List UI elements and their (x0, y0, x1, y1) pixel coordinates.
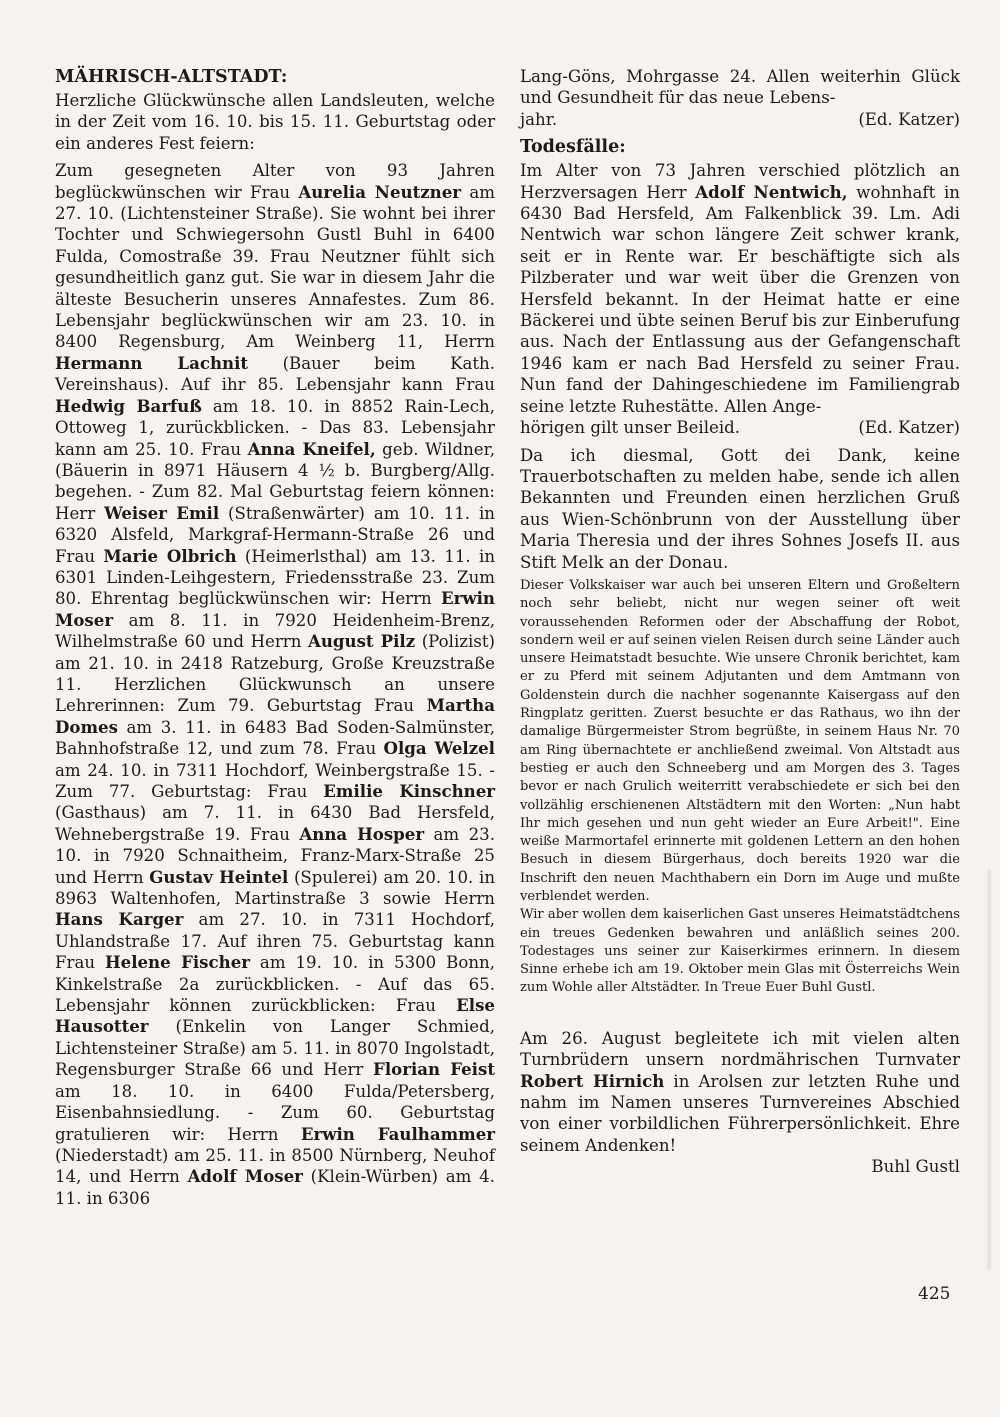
signature: (Ed. Katzer) (858, 418, 960, 438)
name: Erwin Faulhammer (300, 1123, 495, 1144)
continuation-paragraph: Lang-Göns, Mohrgasse 24. Allen weiterhin Glück und Gesundheit für das neue Lebens- (520, 67, 960, 108)
name: Martha Domes (55, 695, 495, 737)
right-column (520, 66, 960, 1178)
commemoration-paragraph: Wir aber wollen dem kaiserlichen Gast unseres Heimatstädtchens ein treues Gedenken bewahren und anläßlich seines 200. Todestages uns seiner zur Kaiserkirmes erinnern. In diesem Sinne erhebe ich am 19. Oktober mein Glas mit Österreichs Wein zum Wohle aller Altstädter. In Treue Euer Buhl Gustl. (520, 907, 960, 996)
name: Gustav Heintel (149, 866, 289, 887)
vienna-paragraph: Da ich diesmal, Gott dei Dank, keine Trauerbotschaften zu melden habe, sende ich allen Bekannten und Freunden einen herzlichen Gruß aus Wien-Schönbrunn von der Ausstellung über Maria Theresia und der ihres Sohnes Josefs II. aus Stift Melk an der Donau. (520, 445, 960, 572)
name: Robert Hirnich (520, 1070, 665, 1091)
signature: (Ed. Katzer) (858, 109, 960, 129)
name: Helene Fischer (104, 952, 250, 973)
name: Adolf Nentwich, (695, 181, 848, 202)
intro-paragraph: Herzliche Glückwünsche allen Landsleuten, welche in der Zeit vom 16. 10. bis 15. 11. Geburtstag oder ein anderes Fest feiern: (55, 91, 495, 153)
name: Olga Welzel (383, 738, 495, 759)
page-number: 425 (918, 1284, 951, 1304)
left-column (55, 66, 495, 1209)
birthday-paragraph: Zum gesegneten Alter von 93 Jahren beglückwünschen wir Frau Aurelia Neutzner am 27. 10. (Lichtensteiner Straße). Sie wohnt bei ihrer Tochter und Schwiegersohn Gustl Buhl in 6400 Fulda, Comostraße 39. Frau Neutzner fühlt sich gesundheitlich ganz gut. Sie war in diesem Jahr die älteste Besucherin unseres Annafestes. Zum 86. Lebensjahr beglückwünschen wir am 23. 10. in 8400 Regensburg, Am Weinberg 11, Herrn Hermann Lachnit (Bauer beim Kath. Vereinshaus). Auf ihr 85. Lebensjahr kann Frau Hedwig Barfuß am 18. 10. in 8852 Rain-Lech, Ottoweg 1, zurückblicken. - Das 83. Lebensjahr kann am 25. 10. Frau Anna Kneifel, geb. Wildner, (Bäuerin in 8971 Häusern 4 ½ b. Burgberg/Allg. begehen. - Zum 82. Mal Geburtstag feiern können: Herr Weiser Emil (Straßenwärter) am 10. 11. in 6320 Alsfeld, Markgraf-Hermann-Straße 26 und Frau Marie Olbrich (Heimerlsthal) am 13. 11. in 6301 Linden-Leihgestern, Friedensstraße 23. Zum 80. Ehrentag beglückwünschen wir: Herrn Erwin Moser am 8. 11. in 7920 Heidenheim-Brenz, Wilhelmstraße 60 und Herrn August Pilz (Polizist) am 21. 10. in 2418 Ratzeburg, Große Kreuzstraße 11. Herzlichen Glückwunsch an unsere Lehrerinnen: Zum 79. Geburtstag Frau Martha Domes am 3. 11. in 6483 Bad Soden-Salmünster, Bahnhofstraße 12, und zum 78. Frau Olga Welzel am 24. 10. in 7311 Hochdorf, Weinbergstraße 15. - Zum 77. Geburtstag: Frau Emilie Kinschner (Gasthaus) am 7. 11. in 6430 Bad Hersfeld, Wehnebergstraße 19. Frau Anna Hosper am 23. 10. in 7920 Schnaitheim, Franz-Marx-Straße 25 und Herrn Gustav Heintel (Spulerei) am 20. 10. in 8963 Waltenhofen, Martinstraße 3 sowie Herrn Hans Karger am 27. 10. in 7311 Hochdorf, Uhlandstraße 17. Auf ihren 75. Geburtstag kann Frau Helene Fischer am 19. 10. in 5300 Bonn, Kinkelstraße 2a zurückblicken. - Auf das 65. Lebensjahr können zurückblicken: Frau Else Hausotter (Enkelin von Langer Schmied, Lichtensteiner Straße) am 5. 11. in 8070 Ingolstadt, Regensburger Straße 66 und Herr Florian Feist am 18. 10. in 6400 Fulda/Petersberg, Eisenbahnsiedlung. - Zum 60. Geburtstag gratulieren wir: Herrn Erwin Faulhammer (Niederstadt) am 25. 11. in 8500 Nürnberg, Neuhof 14, und Herrn Adolf Moser (Klein-Würben) am 4. 11. in 6306 (55, 161, 496, 1208)
name: Weiser Emil (104, 502, 220, 523)
name: Else Hausotter (55, 995, 495, 1037)
obituary-paragraph: Im Alter von 73 Jahren verschied plötzlich an Herzversagen Herr Adolf Nentwich, wohnhaft in 6430 Bad Hersfeld, Am Falkenblick 39. Lm. Adi Nentwich war schon längere Zeit schwer krank, seit er in Rente war. Er beschäftigte sich als Pilzberater und war weit über die Grenzen von Hersfeld bekannt. In der Heimat hatte er eine Bäckerei und übte seinen Beruf bis zur Einberufung aus. Nach der Entlassung aus der Gefangenschaft 1946 kam er nach Bad Hersfeld zu seiner Frau. Nun fand der Dahingeschiedene im Familiengrab seine letzte Ruhestätte. Allen Ange- (520, 161, 960, 416)
name: Anna Hosper (299, 823, 425, 844)
name: Emilie Kinschner (323, 781, 495, 801)
name: Marie Olbrich (103, 545, 237, 566)
name: Erwin Moser (55, 588, 495, 630)
name: Anna Kneifel, (247, 438, 376, 459)
signature-line-2: hörigen gilt unser Beileid. (Ed. Katzer) (520, 418, 960, 438)
name: Hedwig Barfuß (55, 395, 202, 416)
scan-edge (987, 870, 991, 1270)
name: August Pilz (307, 631, 416, 652)
name: Aurelia Neutzner (298, 181, 462, 202)
name: Florian Feist (373, 1059, 495, 1080)
name: Adolf Moser (187, 1166, 303, 1187)
signature-line-3: Buhl Gustl (871, 1157, 960, 1177)
section-heading-altstadt: MÄHRISCH-ALTSTADT: (55, 67, 288, 87)
name: Hermann Lachnit (55, 352, 249, 373)
turnvater-paragraph: Am 26. August begleitete ich mit vielen alten Turnbrüdern unsern nordmährischen Turnvater Robert Hirnich in Arolsen zur letzten Ruhe und nahm im Namen unseres Turnvereines Abschied von einer vorbildlichen Führerpersönlichkeit. Ehre seinem Andenken! (520, 1028, 960, 1155)
section-heading-todesfaelle: Todesfälle: (520, 137, 626, 158)
signature-line-1: jahr. (Ed. Katzer) (520, 109, 960, 129)
name: Hans Karger (55, 909, 184, 930)
emperor-history-paragraph: Dieser Volkskaiser war auch bei unseren Eltern und Großeltern noch sehr beliebt, nicht nur wegen seiner oft weit voraussehenden Reformen oder der Abschaffung der Robot, sondern weil er auf seinen vielen Reisen durch seine Länder auch unsere Heimatstadt besuchte. Wie unsere Chronik berichtet, kam er zu Pferd mit seinem Adjutanten und dem Amtmann von Goldenstein durch die nachher sogenannte Kaisergass auf den Ringplatz geritten. Zuerst besuchte er das Rathaus, wo ihn der damalige Bürgermeister Strom begrüßte, in seinem Haus Nr. 70 am Ring übernachtete er anchließend zweimal. Von Altstadt aus bestieg er auch den Schneeberg und am Morgen des 3. Tages bevor er nach Grulich weiterritt verabschiedete er sich bei den vollzählig erschienenen Altstädtern mit den Worten: „Nun habt Ihr mich gesehen und nun geht wieder an Eure Arbeit!". Eine weiße Marmortafel erinnerte mit goldenen Lettern an den hohen Besuch in diesem Bürgerhaus, doch bereits 1920 war die Inschrift den neuen Machthabern ein Dorn im Auge und mußte verblendet werden. (520, 577, 960, 904)
